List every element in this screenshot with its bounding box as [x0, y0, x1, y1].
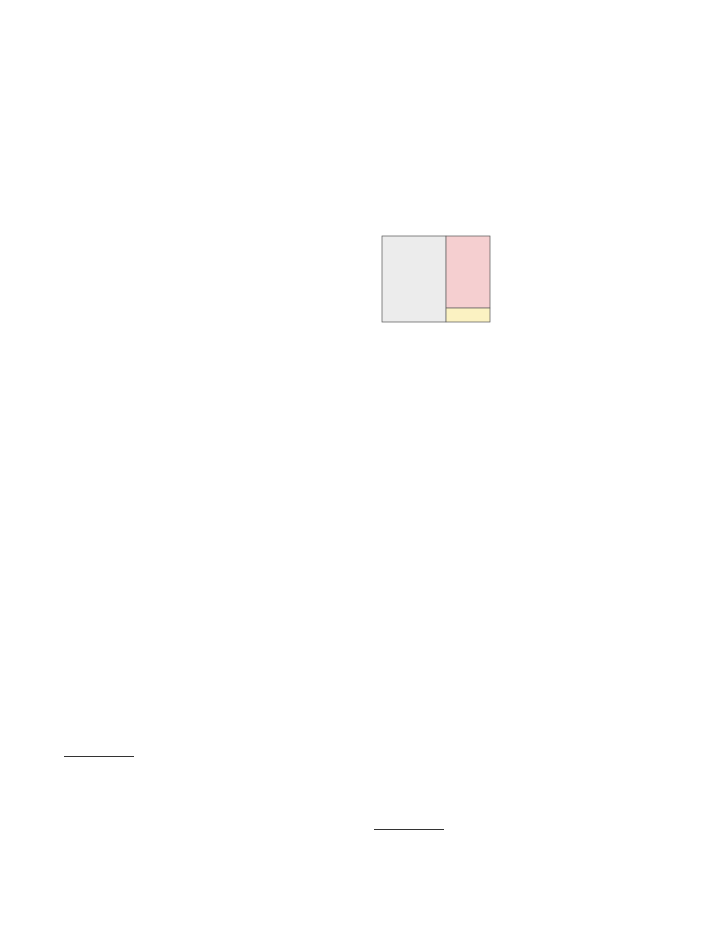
- abstract-section: [64, 210, 349, 215]
- kv-cache-block: [446, 236, 490, 308]
- right-footnote-rule: [374, 829, 444, 830]
- introduction-section: [64, 532, 349, 539]
- footnote-rule: [64, 756, 134, 757]
- memory-layout-diagram: [382, 236, 490, 322]
- arxiv-margin-note: [14, 240, 48, 670]
- figure-1: [374, 212, 664, 362]
- others-block: [446, 308, 490, 322]
- parameters-block: [382, 236, 446, 322]
